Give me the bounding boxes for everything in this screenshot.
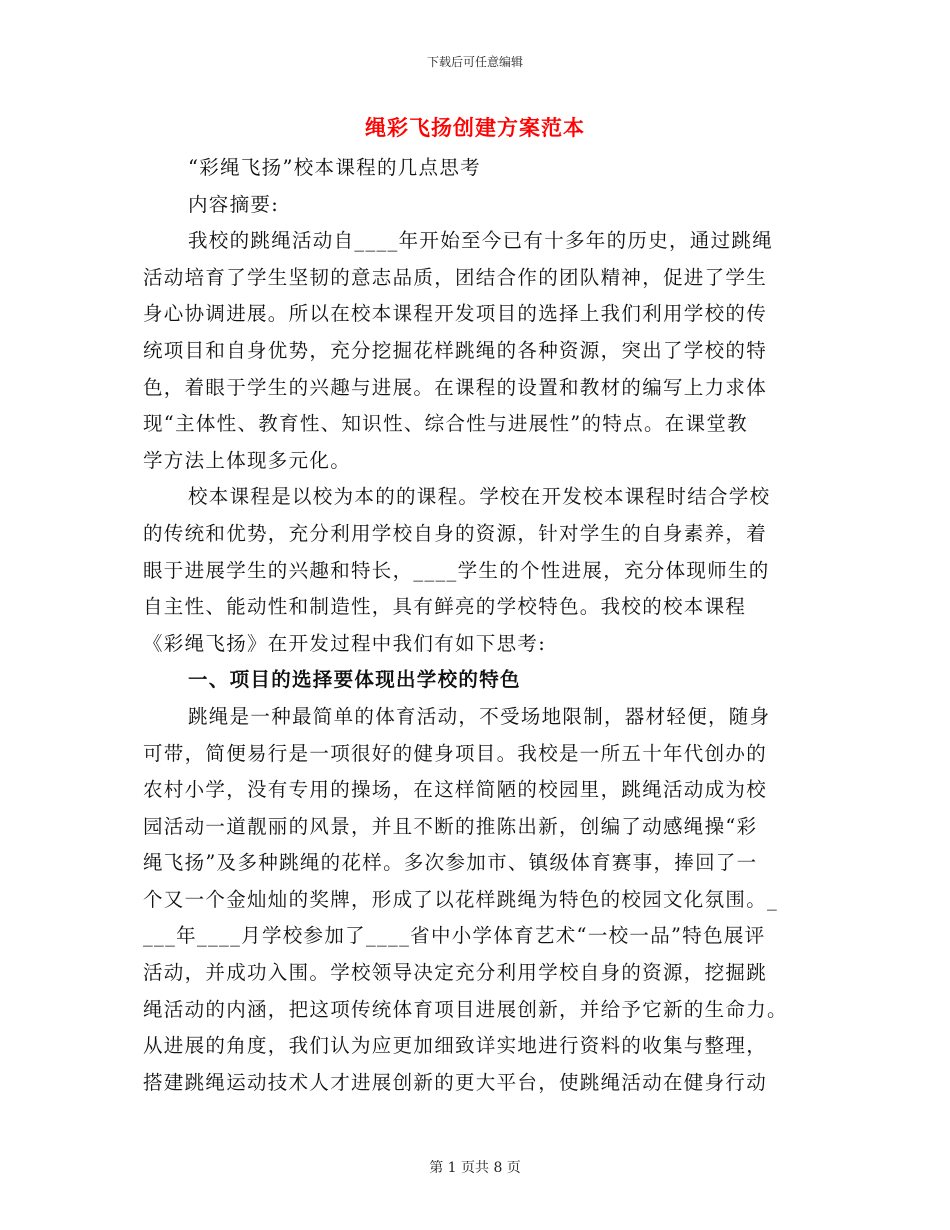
document-title: 绳彩飞扬创建方案范本	[365, 115, 585, 140]
paragraph-line: 活动培育了学生坚韧的意志品质，团结合作的团队精神，促进了学生	[143, 265, 768, 289]
section-heading: 一、项目的选择要体现出学校的特色	[188, 668, 521, 692]
paragraph-line: 的传统和优势，充分利用学校自身的资源，针对学生的自身素养，着	[143, 521, 768, 545]
paragraph-line: 学方法上体现多元化。	[143, 448, 352, 472]
paragraph-line: 跳绳是一种最简单的体育活动，不受场地限制，器材轻便，随身	[188, 704, 771, 728]
paragraph-line: 农村小学，没有专用的操场，在这样简陋的校园里，跳绳活动成为校	[143, 778, 768, 802]
paragraph-line: 可带，简便易行是一项很好的健身项目。我校是一所五十年代创办的	[143, 741, 768, 765]
paragraph-line: 现“主体性、教育性、知识性、综合性与进展性”的特点。在课堂教	[143, 412, 748, 436]
paragraph-line: 活动，并成功入围。学校领导决定充分利用学校自身的资源，挖掘跳	[143, 961, 768, 985]
paragraph-line: 个又一个金灿灿的奖牌，形成了以花样跳绳为特色的校园文化氛围。_	[143, 887, 779, 911]
abstract-heading: 内容摘要:	[188, 192, 280, 216]
paragraph-line: 自主性、能动性和制造性，具有鲜亮的学校特色。我校的校本课程	[143, 595, 747, 619]
paragraph-line: 校本课程是以校为本的的课程。学校在开发校本课程时结合学校	[188, 485, 771, 509]
paragraph-line: 绳活动的内涵，把这项传统体育项目进展创新，并给予它新的生命力。	[143, 997, 788, 1021]
header-note: 下载后可任意编辑	[426, 55, 523, 69]
paragraph-line: 园活动一道靓丽的风景，并且不断的推陈出新，创编了动感绳操“彩	[143, 814, 758, 838]
document-body	[143, 150, 808, 1101]
paragraph-line: 身心协调进展。所以在校本课程开发项目的选择上我们利用学校的传	[143, 302, 768, 326]
subtitle-line: “彩绳飞扬”校本课程的几点思考	[188, 156, 481, 179]
paragraph-line: 色，着眼于学生的兴趣与进展。在课程的设置和教材的编写上力求体	[143, 375, 768, 399]
page-footer: 第 1 页共 8 页	[429, 1160, 521, 1176]
paragraph-line: 统项目和自身优势，充分挖掘花样跳绳的各种资源，突出了学校的特	[143, 338, 768, 362]
paragraph-line: 从进展的角度，我们认为应更加细致详实地进行资料的收集与整理，	[143, 1034, 768, 1058]
paragraph-line: 《彩绳飞扬》在开发过程中我们有如下思考:	[143, 631, 547, 655]
paragraph-line: 我校的跳绳活动自____年开始至今已有十多年的历史，通过跳绳	[188, 229, 773, 253]
paragraph-line: 绳飞扬”及多种跳绳的花样。多次参加市、镇级体育赛事，捧回了一	[143, 851, 758, 875]
paragraph-line: ___年____月学校参加了____省中小学体育艺术“一校一品”特色展评	[143, 924, 766, 948]
paragraph-line: 搭建跳绳运动技术人才进展创新的更大平台，使跳绳活动在健身行动	[143, 1070, 768, 1094]
paragraph-line: 眼于进展学生的兴趣和特长，____学生的个性进展，充分体现师生的	[143, 558, 770, 582]
